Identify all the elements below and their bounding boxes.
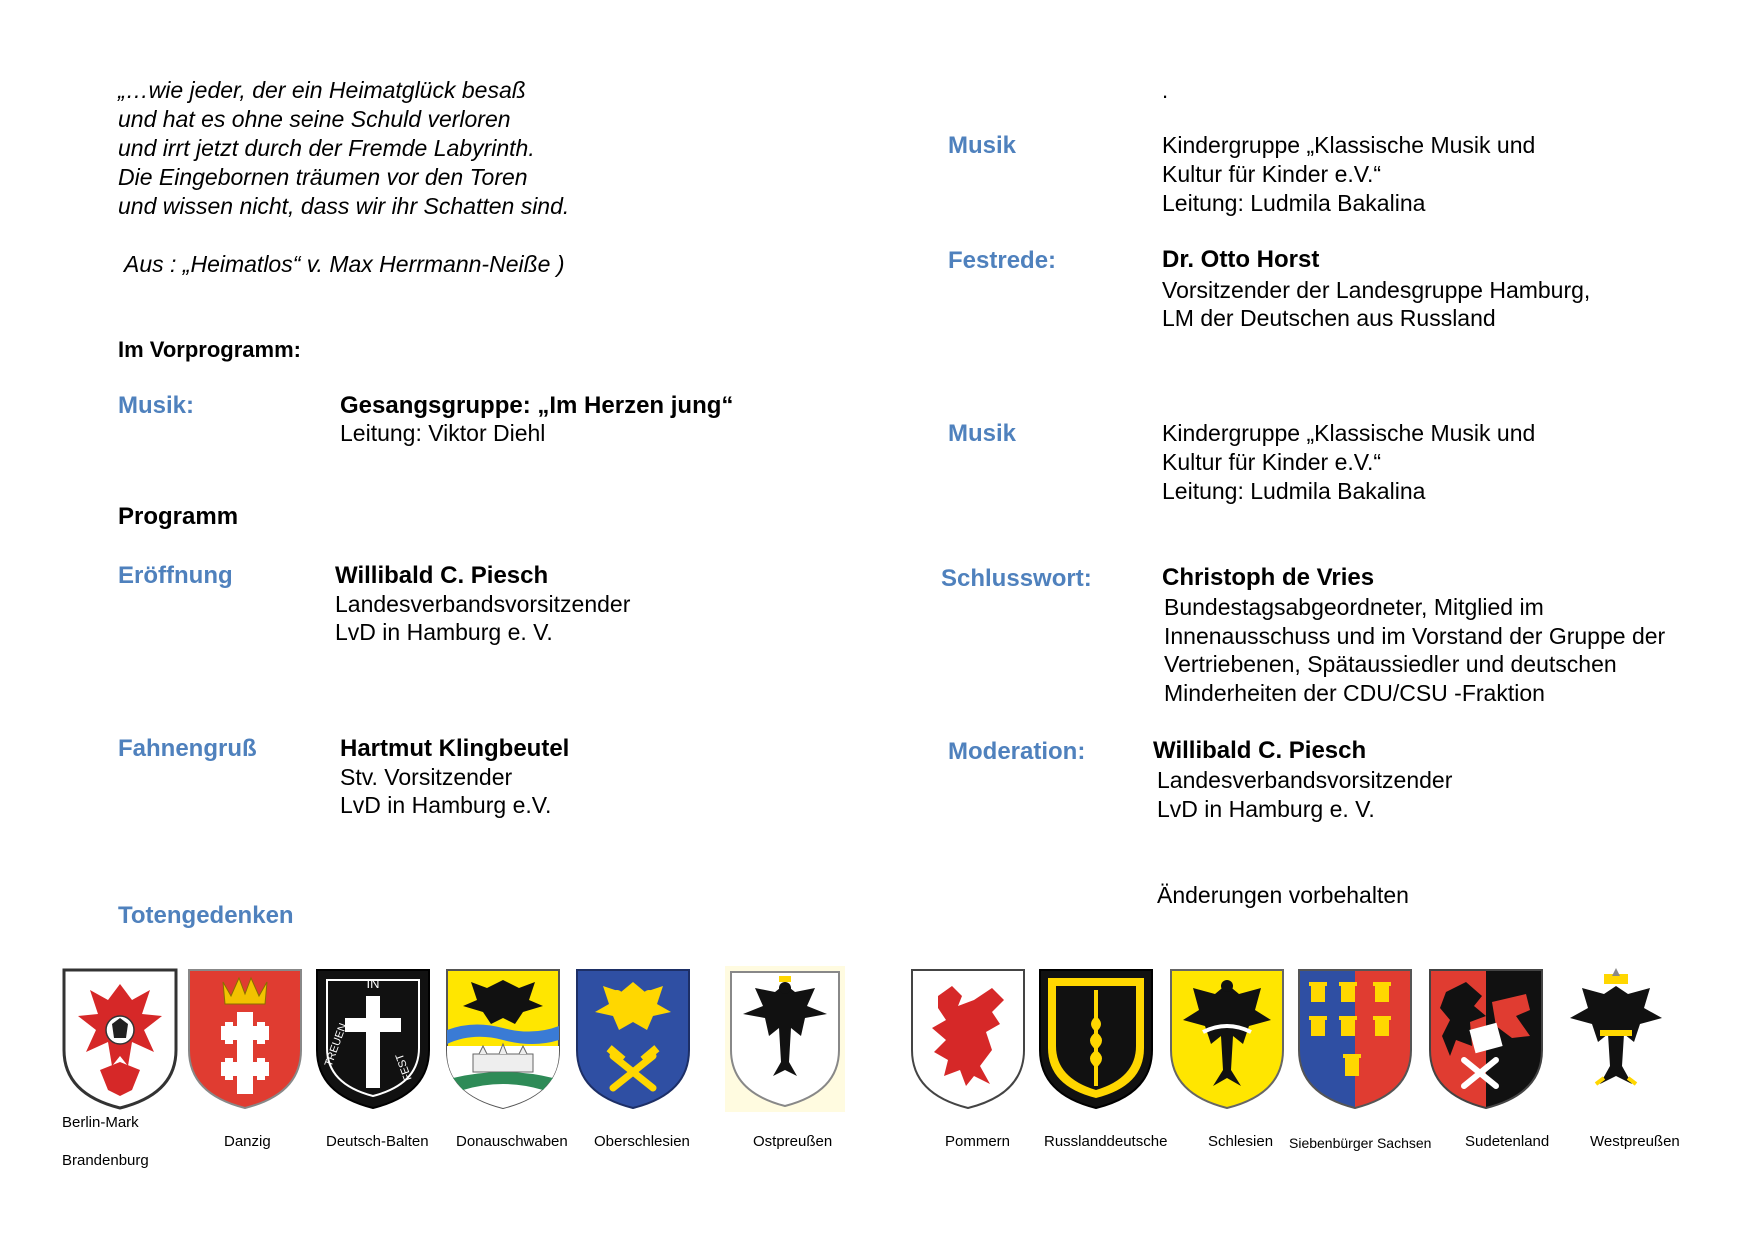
schlusswort-line4: Minderheiten der CDU/CSU -Fraktion [1164, 680, 1545, 706]
deutsch-balten-crest [313, 966, 433, 1112]
label-totengedenken: Totengedenken [118, 902, 294, 929]
westpreussen-crest [1556, 966, 1676, 1112]
festrede-name: Dr. Otto Horst [1162, 246, 1320, 273]
crest-caption: Russlanddeutsche [1044, 1133, 1168, 1150]
label-schlusswort: Schlusswort: [941, 565, 1092, 592]
poem-line: und hat es ohne seine Schuld verloren [118, 106, 511, 132]
label-fahnengruss: Fahnengruß [118, 735, 257, 762]
schlusswort-line2: Innenausschuss und im Vorstand der Gruppe der [1164, 623, 1666, 649]
berlin-mark-brandenburg-crest [60, 966, 180, 1112]
eroeffnung-name: Willibald C. Piesch [335, 562, 549, 589]
sudetenland-crest [1426, 966, 1546, 1112]
crest-motto: FEST [393, 1051, 415, 1083]
programm-heading: Programm [118, 503, 239, 530]
vorprogramm-heading: Im Vorprogramm: [118, 337, 301, 362]
musik-vorprogramm-detail: Leitung: Viktor Diehl [340, 420, 546, 446]
label-eroeffnung: Eröffnung [118, 562, 233, 589]
eroeffnung-line1: Landesverbandsvorsitzender [335, 591, 631, 617]
crest-caption: Danzig [224, 1133, 271, 1150]
fahnengruss-line1: Stv. Vorsitzender [340, 764, 513, 790]
poem-line: „…wie jeder, der ein Heimatglück besaß [118, 77, 526, 103]
schlusswort-name: Christoph de Vries [1162, 564, 1375, 591]
eroeffnung-line2: LvD in Hamburg e. V. [335, 619, 553, 645]
fahnengruss-name: Hartmut Klingbeutel [340, 735, 570, 762]
moderation-line1: Landesverbandsvorsitzender [1157, 767, 1453, 793]
musik1-line3: Leitung: Ludmila Bakalina [1162, 190, 1426, 216]
label-musik-1: Musik [948, 132, 1017, 159]
crest-motto: IN [366, 976, 380, 991]
crest-caption: Westpreußen [1590, 1133, 1680, 1150]
crest-caption: Ostpreußen [753, 1133, 833, 1150]
label-moderation: Moderation: [948, 738, 1086, 765]
changes-note: Änderungen vorbehalten [1157, 882, 1409, 908]
poem-source: Aus : „Heimatlos“ v. Max Herrmann-Neiße ) [124, 251, 565, 277]
pommern-crest [908, 966, 1028, 1112]
crest-caption: Donauschwaben [456, 1133, 568, 1150]
musik1-line2: Kultur für Kinder e.V.“ [1162, 161, 1382, 187]
crest-caption: Berlin-Mark [62, 1114, 139, 1131]
musik2-line2: Kultur für Kinder e.V.“ [1162, 449, 1382, 475]
stray-dot: . [1162, 78, 1169, 103]
danzig-crest [185, 966, 305, 1112]
schlusswort-line3: Vertriebenen, Spätaussiedler und deutschen [1164, 651, 1617, 677]
moderation-line2: LvD in Hamburg e. V. [1157, 796, 1375, 822]
musik-vorprogramm-name: Gesangsgruppe: „Im Herzen jung“ [340, 392, 734, 419]
label-musik-vorprogramm: Musik: [118, 392, 195, 419]
crest-caption: Deutsch-Balten [326, 1133, 429, 1150]
musik2-line1: Kindergruppe „Klassische Musik und [1162, 420, 1536, 446]
donauschwaben-crest [443, 966, 563, 1112]
festrede-line2: LM der Deutschen aus Russland [1162, 305, 1496, 331]
crest-caption: Brandenburg [62, 1152, 149, 1169]
poem-line: und wissen nicht, dass wir ihr Schatten sind. [118, 193, 570, 219]
russlanddeutsche-crest [1036, 966, 1156, 1112]
siebenbuerger-sachsen-crest [1295, 966, 1415, 1112]
poem-line: und irrt jetzt durch der Fremde Labyrinth. [118, 135, 535, 161]
crest-caption: Sudetenland [1465, 1133, 1550, 1150]
musik1-line1: Kindergruppe „Klassische Musik und [1162, 132, 1536, 158]
crest-caption: Pommern [945, 1133, 1011, 1150]
schlusswort-line1: Bundestagsabgeordneter, Mitglied im [1164, 594, 1544, 620]
schlesien-crest [1167, 966, 1287, 1112]
musik2-line3: Leitung: Ludmila Bakalina [1162, 478, 1426, 504]
label-festrede: Festrede: [948, 247, 1057, 274]
poem-block [118, 76, 569, 221]
ostpreussen-crest [725, 966, 845, 1112]
crest-motto: TREUEN [322, 1021, 350, 1069]
moderation-name: Willibald C. Piesch [1153, 737, 1367, 764]
crest-caption: Schlesien [1208, 1133, 1274, 1150]
fahnengruss-line2: LvD in Hamburg e.V. [340, 792, 552, 818]
crest-caption: Oberschlesien [594, 1133, 690, 1150]
crest-caption: Siebenbürger Sachsen [1289, 1135, 1432, 1151]
oberschlesien-crest [573, 966, 693, 1112]
label-musik-2: Musik [948, 420, 1017, 447]
festrede-line1: Vorsitzender der Landesgruppe Hamburg, [1162, 277, 1591, 303]
poem-line: Die Eingebornen träumen vor den Toren [118, 164, 528, 190]
